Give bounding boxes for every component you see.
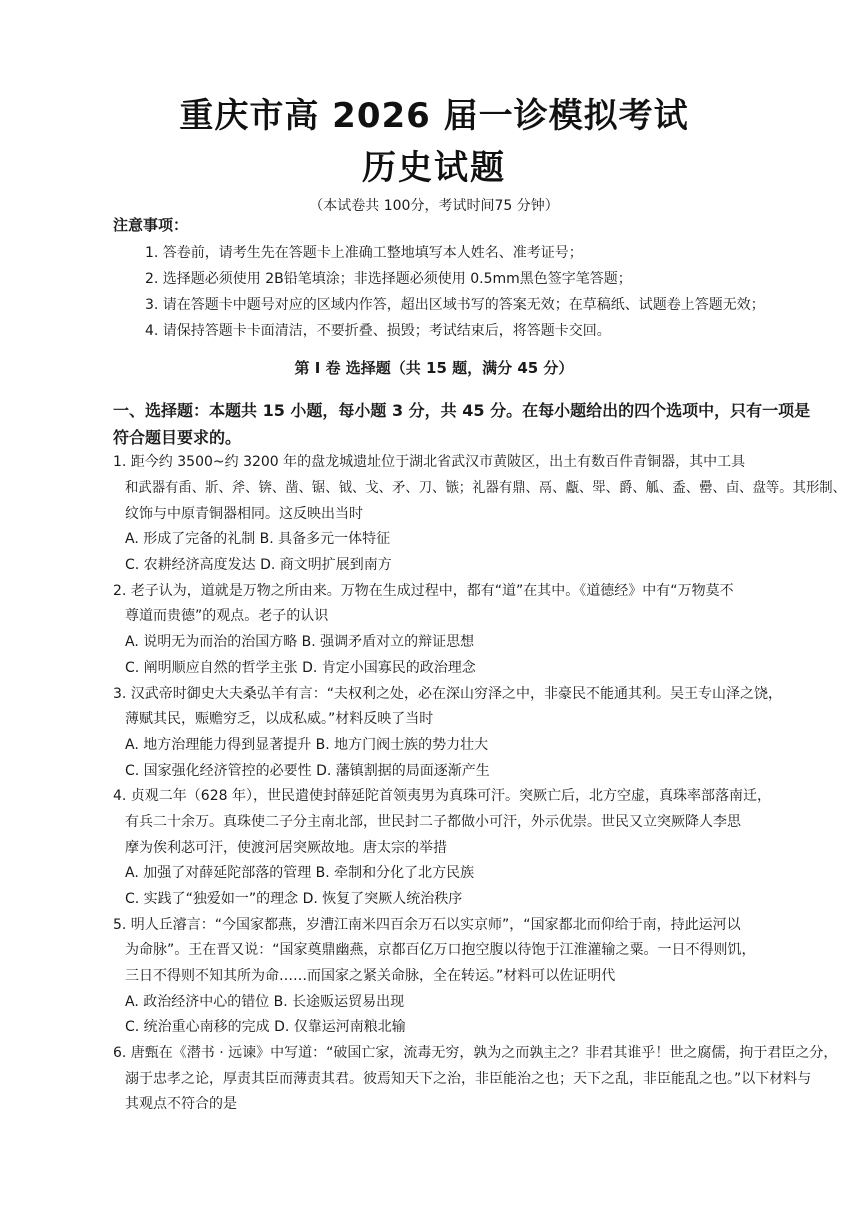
section-instruction: 一、选择题：本题共 15 小题，每小题 3 分，共 45 分。在每小题给出的四个选项中，只有一项是 (113, 401, 811, 420)
answer-options: C. 实践了“独爱如一”的理念 D. 恢复了突厥人统治秩序 (125, 891, 463, 907)
answer-options: A. 加强了对薛延陀部落的管理 B. 牵制和分化了北方民族 (125, 865, 475, 881)
answer-options: A. 政治经济中心的错位 B. 长途贩运贸易出现 (125, 994, 405, 1010)
question-text: 2. 老子认为，道就是万物之所由来。万物在生成过程中，都有“道”在其中。《道德经》中有“万物莫不 (113, 583, 734, 599)
notice-item: 4. 请保持答题卡卡面清洁，不要折叠、损毁；考试结束后，将答题卡交回。 (145, 323, 611, 339)
section-title: 第 I 卷 选择题（共 15 题，满分 45 分） (294, 359, 574, 377)
notice-heading: 注意事项： (113, 216, 189, 234)
answer-options: A. 地方治理能力得到显著提升 B. 地方门阀士族的势力壮大 (125, 737, 489, 753)
section-instruction: 符合题目要求的。 (113, 428, 242, 447)
question-text: 4. 贞观二年（628 年），世民遣使封薛延陀首领夷男为真珠可汗。突厥亡后，北方空虚，真珠率部落南迁， (113, 788, 771, 804)
question-text: 纹饰与中原青铜器相同。这反映出当时 (125, 506, 363, 522)
question-text: 有兵二十余万。真珠使二子分主南北部，世民封二子都做小可汗，外示优崇。世民又立突厥降人李思 (125, 814, 741, 830)
question-text: 和武器有臿、斨、斧、锛、凿、锯、钺、戈、矛、刀、镞；礼器有鼎、鬲、甗、斝、爵、觚、盉、罍、卣、盘等。其形制、 (125, 480, 846, 496)
question-text: 6. 唐甄在《潜书 · 远谏》中写道：“破国亡家，流毒无穷，孰为之而孰主之？非君其谁乎！世之腐儒，拘于君臣之分， (113, 1045, 838, 1061)
question-text: 尊道而贵德”的观点。老子的认识 (125, 608, 329, 624)
question-text: 其观点不符合的是 (125, 1096, 237, 1112)
question-text: 三日不得则不知其所为命……而国家之紧关命脉，全在转运。”材料可以佐证明代 (125, 968, 616, 984)
answer-options: A. 说明无为而治的治国方略 B. 强调矛盾对立的辩证思想 (125, 634, 475, 650)
notice-item: 2. 选择题必须使用 2B铅笔填涂；非选择题必须使用 0.5mm黑色签字笔答题； (145, 271, 632, 287)
question-text: 5. 明人丘濬言：“今国家都燕，岁漕江南米四百余万石以实京师”，“国家都北而仰给于南，持此运河以 (113, 917, 741, 933)
notice-item: 3. 请在答题卡中题号对应的区域内作答，超出区域书写的答案无效；在草稿纸、试题卷上答题无效； (145, 297, 765, 313)
answer-options: A. 形成了完备的礼制 B. 具备多元一体特征 (125, 531, 391, 547)
answer-options: C. 统治重心南移的完成 D. 仅靠运河南粮北输 (125, 1019, 406, 1035)
notice-item: 1. 答卷前，请考生先在答题卡上准确工整地填写本人姓名、准考证号； (145, 245, 583, 261)
question-text: 为命脉”。王在晋又说：“国家奠鼎幽燕，京都百亿万口抱空腹以待饱于江淮灌输之粟。一日不得则饥， (125, 942, 756, 958)
answer-options: C. 阐明顺应自然的哲学主张 D. 肯定小国寡民的政治理念 (125, 660, 476, 676)
exam-info: （本试卷共 100分，考试时间75 分钟） (309, 198, 559, 214)
question-text: 溺于忠孝之论，厚责其臣而薄责其君。彼焉知天下之治，非臣能治之也；天下之乱，非臣能乱之也。”以下材料与 (125, 1071, 812, 1087)
question-text: 1. 距今约 3500~约 3200 年的盘龙城遗址位于湖北省武汉市黄陂区，出土有数百件青铜器，其中工具 (113, 454, 746, 470)
answer-options: C. 农耕经济高度发达 D. 商文明扩展到南方 (125, 557, 392, 573)
answer-options: C. 国家强化经济管控的必要性 D. 藩镇割据的局面逐渐产生 (125, 763, 490, 779)
question-text: 薄赋其民，赈赡穷乏，以成私威。”材料反映了当时 (125, 711, 434, 727)
subject-title: 历史试题 (362, 148, 506, 188)
exam-title: 重庆市高 2026 届一诊模拟考试 (179, 96, 689, 136)
question-text: 摩为俟利苾可汗，使渡河居突厥故地。唐太宗的举措 (125, 840, 447, 856)
question-text: 3. 汉武帝时御史大夫桑弘羊有言：“夫权利之处，必在深山穷泽之中，非豪民不能通其利。吴王专山泽之饶， (113, 686, 783, 702)
